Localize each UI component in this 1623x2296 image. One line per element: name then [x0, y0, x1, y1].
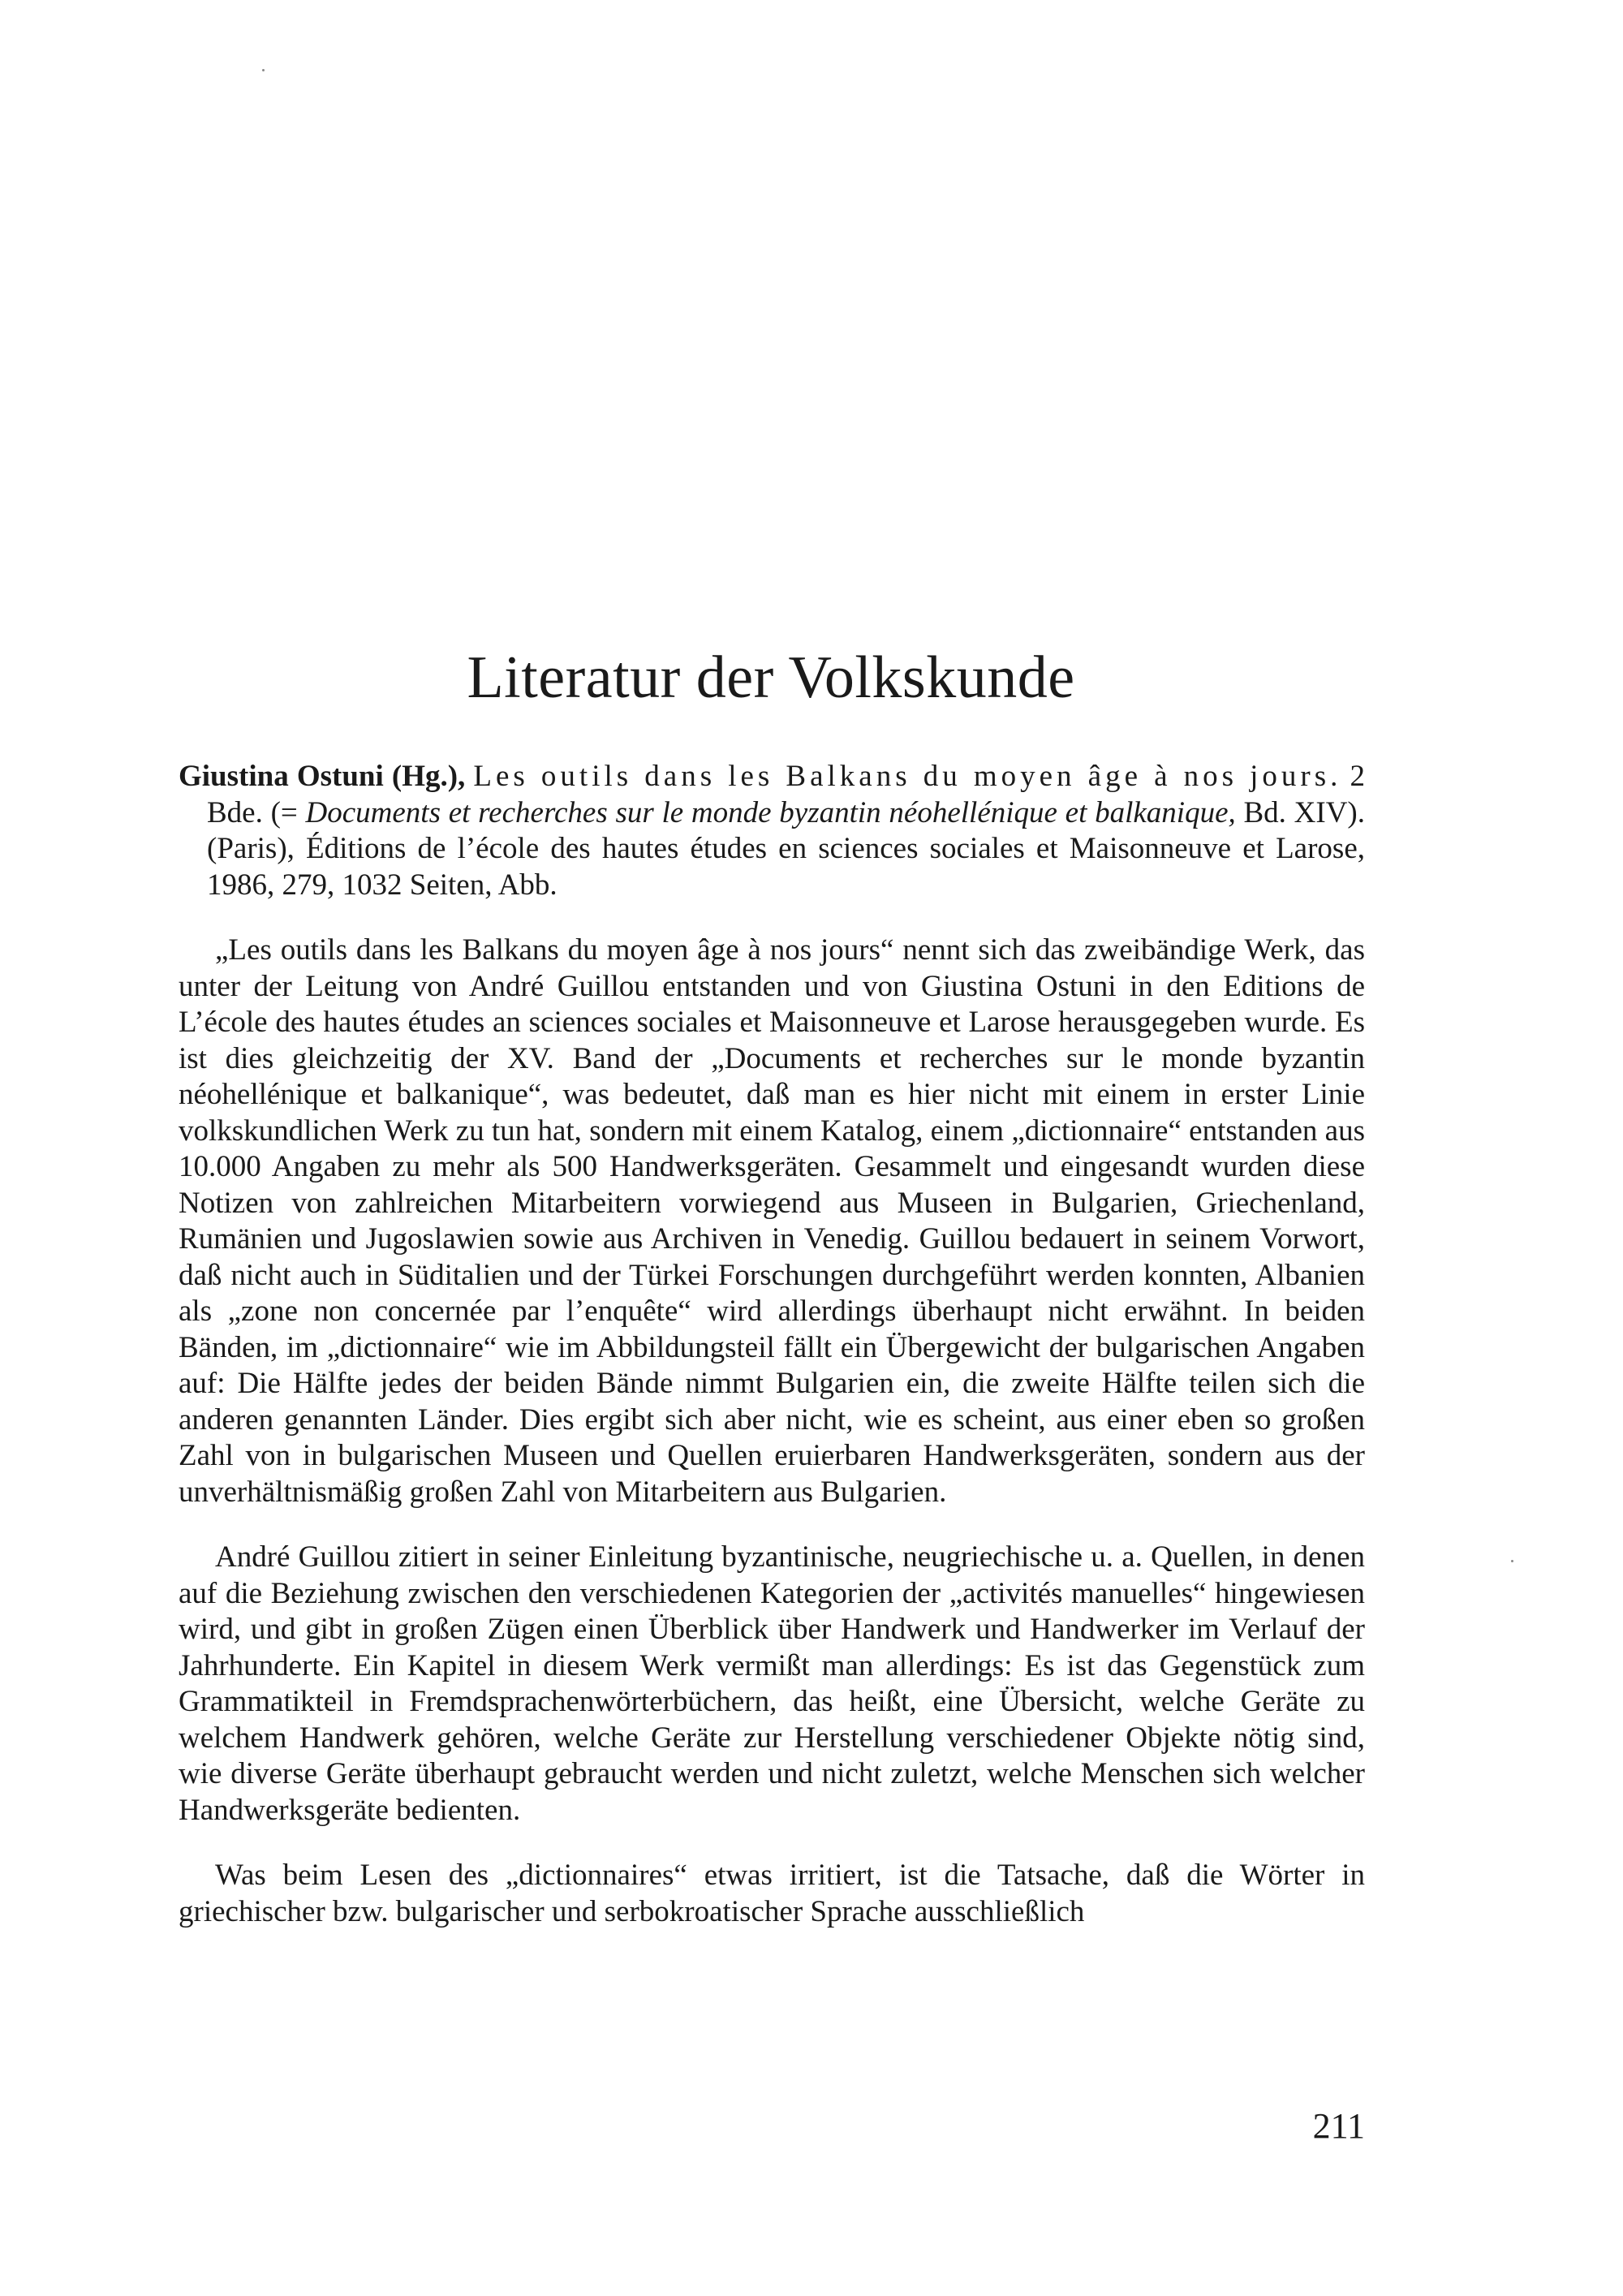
scan-speck — [1511, 1560, 1513, 1562]
entry-volumes: 2 Bde. (= — [207, 760, 1366, 829]
body-paragraph: André Guillou zitiert in seiner Einleitung byzantinische, neugriechische u. a. Quellen, in denen auf die Beziehung zwischen den verschiedenen Kategorien der „activités manuelles“ hingewiesen wird, und gibt in großen Zügen einen Überblick über Handwerk und Handwerker im Verlauf der Jahrhunderte. Ein Kapitel in diesem Werk vermißt man allerdings: Es ist das Gegenstück zum Grammatikteil in Fremdsprachenwörterbüchern, das heißt, eine Übersicht, welche Geräte zu welchem Handwerk gehören, welche Geräte zur Herstellung verschiedener Objekte nötig sind, wie diverse Geräte überhaupt gebraucht werden und nicht zuletzt, welche Menschen sich welcher Handwerksgeräte bedienten. — [179, 1540, 1365, 1827]
body-paragraph: „Les outils dans les Balkans du moyen âge à nos jours“ nennt sich das zweibändige Werk, das unter der Leitung von André Guillou entstanden und von Giustina Ostuni in den Editions de L’école des hautes études an sciences sociales et Maisonneuve et Larose herausgegeben wurde. Es ist dies gleichzeitig der XV. Band der „Documents et recherches sur le monde byzantin néohellénique et balkanique“, was bedeutet, daß man es hier nicht mit einem in erster Linie volkskundlichen Werk zu tun hat, sondern mit einem Katalog, einem „dictionnaire“ entstanden aus 10.000 Angaben zu mehr als 500 Handwerksgeräten. Gesammelt und eingesandt wurden diese Notizen von zahlreichen Mitarbeitern vorwiegend aus Museen in Bulgarien, Griechenland, Rumänien und Jugoslawien sowie aus Archiven in Venedig. Guillou bedauert in seinem Vorwort, daß nicht auch in Süditalien und der Türkei Forschungen durchgeführt werden konnten, Albanien als „zone non concernée par l’enquête“ wird allerdings überhaupt nicht erwähnt. In beiden Bänden, im „dictionnaire“ wie im Abbildungsteil fällt ein Übergewicht der bulgarischen Angaben auf: Die Hälfte jedes der beiden Bände nimmt Bulgarien ein, die zweite Hälfte teilen sich die anderen genannten Länder. Dies ergibt sich aber nicht, wie es scheint, aus einer eben so großen Zahl von in bulgarischen Museen und Quellen eruierbaren Handwerksgeräten, sondern aus der unverhältnismäßig großen Zahl von Mitarbeitern aus Bulgarien. — [179, 933, 1365, 1509]
entry-author: Giustina Ostuni (Hg.), — [179, 760, 466, 793]
text-column — [179, 759, 1365, 1930]
entry-book-title: Les outils dans les Balkans du moyen âge à nos jours. — [473, 760, 1342, 793]
scan-speck — [262, 69, 265, 71]
section-heading: Literatur der Volkskunde — [467, 644, 1075, 711]
bibliographic-entry — [179, 759, 1365, 903]
entry-publication: Bd. XIV). (Paris), Éditions de l’école des hautes études en sciences sociales et Maisonneuve et Larose, 1986, 279, 1032 Seiten, Abb. — [207, 795, 1365, 902]
page-number: 211 — [1312, 2106, 1365, 2146]
entry-series: Documents et recherches sur le monde byzantin néohellénique et balkanique, — [305, 795, 1236, 829]
body-paragraph: Was beim Lesen des „dictionnaires“ etwas irritiert, ist die Tatsache, daß die Wörter in griechischer bzw. bulgarischer und serbokroatischer Sprache ausschließlich — [179, 1859, 1365, 1928]
